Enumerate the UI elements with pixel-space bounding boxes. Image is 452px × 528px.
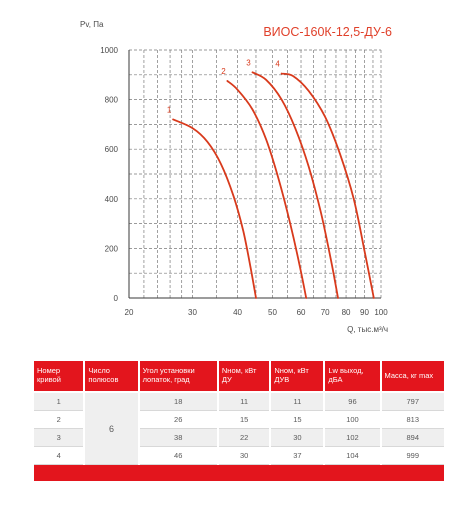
y-axis-label: Pv, Па: [80, 20, 104, 29]
cell-curve: 3: [34, 429, 83, 447]
table-row: [34, 393, 444, 411]
cell-power-du: 15: [219, 411, 269, 429]
y-tick-label: 600: [104, 145, 118, 155]
cell-sound-level: 100: [325, 411, 379, 429]
cell-sound-level: 104: [325, 447, 379, 465]
table-header-row: [34, 361, 444, 393]
x-tick-label: 70: [320, 308, 330, 317]
header-power-duv: Nном, кВт ДУВ: [271, 361, 323, 393]
cell-power-duv: 15: [271, 411, 323, 429]
cell-curve: 2: [34, 411, 83, 429]
chart-title: ВИОС-160К-12,5-ДУ-6: [263, 25, 392, 39]
header-blade-angle: Угол установки лопаток, град: [140, 361, 217, 393]
x-tick-label: 30: [188, 308, 197, 317]
cell-mass: 999: [382, 447, 444, 465]
cell-curve: 1: [34, 393, 83, 411]
cell-angle: 46: [140, 447, 217, 465]
cell-poles: 6: [85, 393, 137, 465]
cell-mass: 813: [382, 411, 444, 429]
cell-angle: 38: [140, 429, 217, 447]
curve-label: 4: [275, 59, 280, 69]
curve-1: [173, 119, 256, 298]
curve-2: [227, 81, 306, 298]
curve-label: 3: [246, 58, 251, 68]
x-tick-label: 90: [360, 308, 369, 317]
cell-sound-level: 102: [325, 429, 379, 447]
curve-4: [282, 74, 374, 298]
curve-label: 1: [166, 105, 172, 115]
cell-power-duv: 37: [271, 447, 323, 465]
header-power-du: Nном, кВт ДУ: [219, 361, 269, 393]
y-tick-label: 400: [104, 194, 118, 204]
header-sound-level: Lw выход, дБА: [325, 361, 379, 393]
cell-angle: 26: [140, 411, 217, 429]
chart-ticks: [100, 46, 388, 317]
y-tick-label: 800: [104, 95, 118, 105]
chart-curves: [167, 58, 374, 298]
y-tick-label: 0: [113, 294, 118, 303]
cell-power-du: 11: [219, 393, 269, 411]
cell-power-duv: 30: [271, 429, 323, 447]
curve-label: 2: [221, 67, 226, 76]
y-tick-label: 1000: [100, 46, 118, 55]
header-mass: Масса, кг max: [382, 361, 444, 393]
chart-grid: [129, 50, 381, 298]
footer-cell: [34, 465, 444, 481]
x-tick-label: 100: [374, 308, 388, 317]
cell-sound-level: 96: [325, 393, 379, 411]
y-tick-label: 200: [104, 244, 118, 254]
x-axis-label: Q, тыс.м³/ч: [347, 325, 388, 334]
cell-power-du: 30: [219, 447, 269, 465]
cell-power-duv: 11: [271, 393, 323, 411]
x-tick-label: 20: [124, 308, 134, 317]
header-poles: Число полюсов: [85, 361, 137, 393]
x-tick-label: 80: [341, 308, 351, 317]
cell-angle: 18: [140, 393, 217, 411]
cell-mass: 797: [382, 393, 444, 411]
header-curve-number: Номер кривой: [34, 361, 83, 393]
x-tick-label: 40: [233, 308, 242, 317]
x-tick-label: 50: [268, 308, 277, 317]
table-footer-bar: [34, 465, 444, 481]
fan-spec-table: [32, 361, 446, 481]
cell-curve: 4: [34, 447, 83, 465]
cell-mass: 894: [382, 429, 444, 447]
cell-power-du: 22: [219, 429, 269, 447]
x-tick-label: 60: [296, 308, 306, 317]
